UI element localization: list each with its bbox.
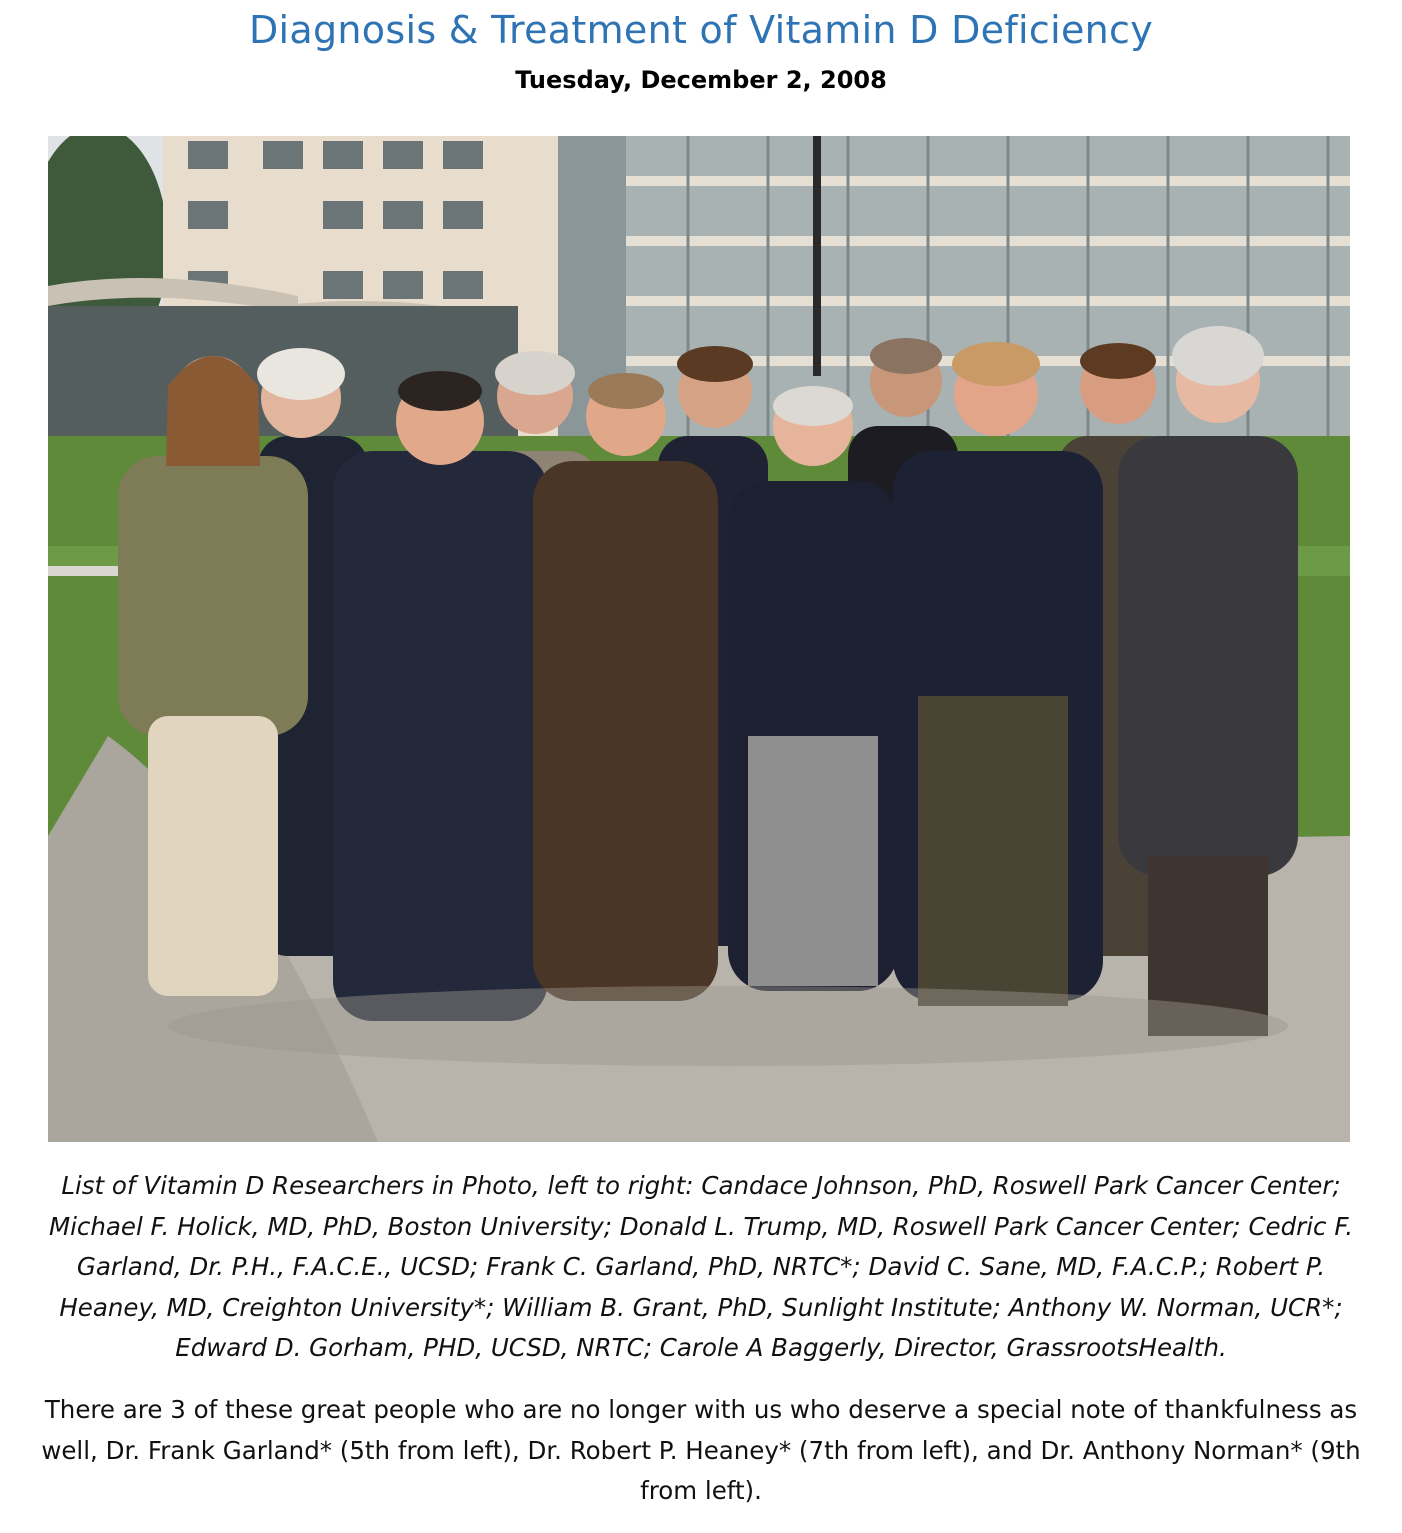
- group-photo: [48, 136, 1350, 1142]
- document-title: Diagnosis & Treatment of Vitamin D Deficiency: [249, 8, 1153, 52]
- photo-caption: List of Vitamin D Researchers in Photo, left to right: Candace Johnson, PhD, Roswell Park Cancer Center; Michael F. Holick, MD, PhD, Boston University; Donald L. Trump, MD, Roswell Park Cancer Center; Cedric F. Garland, Dr. P.H., F.A.C.E., UCSD; Frank C. Garland, PhD, NRTC*; David C. Sane, MD, F.A.C.P.; Robert P. Heaney, MD, Creighton University*; William B. Grant, PhD, Sunlight Institute; Anthony W. Norman, UCR*; Edward D. Gorham, PHD, UCSD, NRTC; Carole A Baggerly, Director, GrassrootsHealth.: [48, 1171, 1354, 1362]
- document-date: Tuesday, December 2, 2008: [515, 66, 887, 94]
- memorial-note: There are 3 of these great people who are no longer with us who deserve a special note of thankfulness as well, Dr. Frank Garland* (5th from left), Dr. Robert P. Heaney* (7th from left), and Dr. Anthony Norman* (9th from left).: [41, 1395, 1361, 1505]
